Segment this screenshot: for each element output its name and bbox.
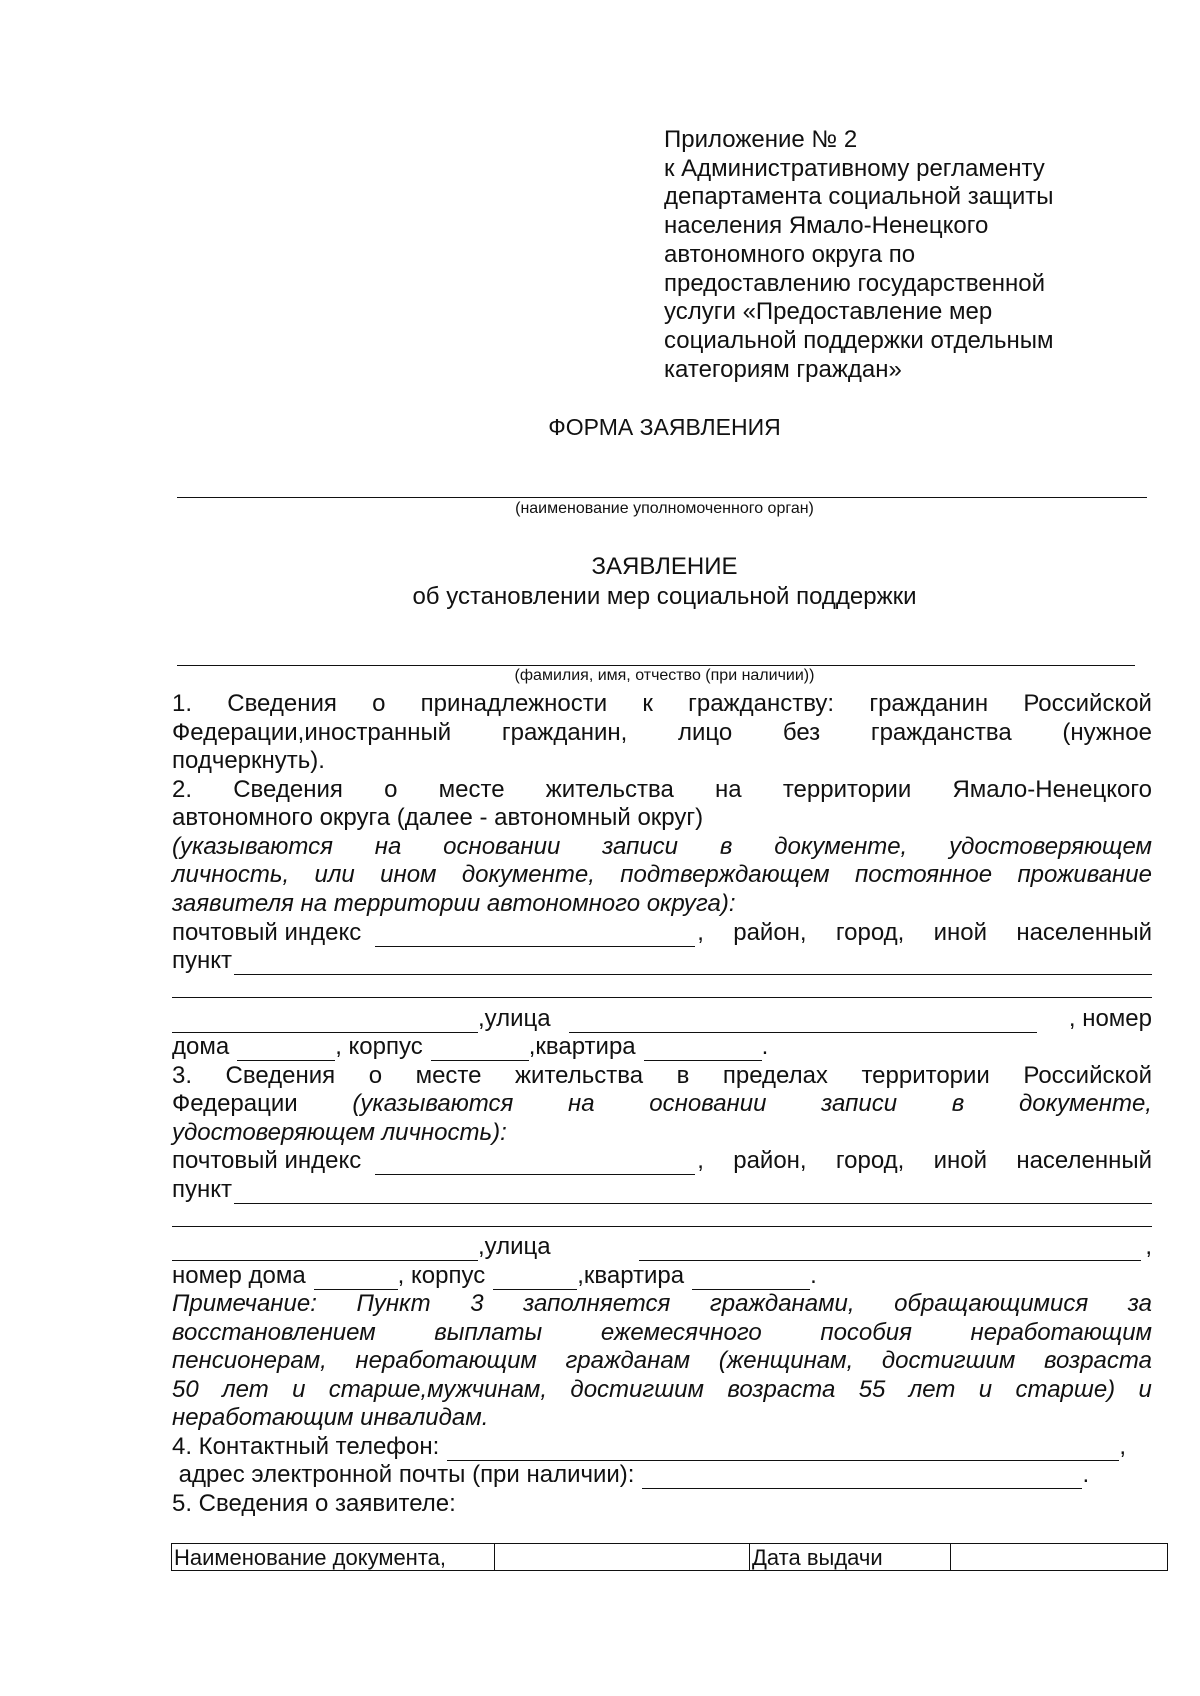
statement-subtitle: об установлении мер социальной поддержки bbox=[412, 583, 917, 610]
korpus-label: , корпус bbox=[397, 1262, 486, 1289]
section2-house-row bbox=[172, 1032, 1152, 1061]
section2-punkt-row bbox=[172, 946, 1152, 975]
postal-index-field[interactable] bbox=[375, 924, 695, 947]
korpus-field[interactable] bbox=[493, 1267, 577, 1290]
house-field[interactable] bbox=[314, 1267, 398, 1290]
table-cell-issue-date-value[interactable] bbox=[951, 1544, 1168, 1571]
table-row bbox=[172, 1544, 1168, 1571]
note-line: 50 лет и старше,мужчинам, достигшим возраста 55 лет и старше) и bbox=[172, 1376, 1152, 1403]
section1-line: 1. Сведения о принадлежности к гражданству: гражданин Российской bbox=[172, 690, 1152, 717]
applicant-documents-table bbox=[171, 1543, 1168, 1571]
section2-italic-line: (указываются на основании записи в документе, удостоверяющем bbox=[172, 833, 1152, 860]
section3-line: удостоверяющем личность): bbox=[172, 1119, 507, 1146]
fio-fill-line[interactable] bbox=[177, 665, 1135, 666]
table-cell-document-name: Наименование документа, bbox=[172, 1544, 495, 1571]
section2-street-row bbox=[172, 1004, 1152, 1033]
house-label: дома bbox=[172, 1033, 230, 1060]
phone-end: , bbox=[1119, 1433, 1126, 1460]
apartment-field[interactable] bbox=[644, 1038, 762, 1061]
section3-line: Федерации (указываются на основании записи в документе, bbox=[172, 1090, 1152, 1117]
house-field[interactable] bbox=[237, 1038, 335, 1061]
appendix-line: Приложение № 2 bbox=[664, 126, 858, 153]
appendix-line: к Административному регламенту bbox=[664, 154, 1045, 182]
punkt-label: пункт bbox=[172, 1176, 233, 1203]
note-line: Примечание: Пункт 3 заполняется гражданами, обращающимися за bbox=[172, 1290, 1152, 1317]
row-end: . bbox=[761, 1033, 769, 1060]
appendix-line: социальной поддержки отдельным bbox=[664, 326, 1054, 354]
appendix-line: категориям граждан» bbox=[664, 355, 902, 383]
apartment-label: ,квартира bbox=[528, 1033, 636, 1060]
table-cell-issue-date: Дата выдачи bbox=[750, 1544, 951, 1571]
punkt-label: пункт bbox=[172, 947, 233, 974]
row-end: . bbox=[810, 1262, 817, 1289]
section3-street-row bbox=[172, 1232, 1152, 1261]
street-label: ,улица bbox=[478, 1005, 551, 1032]
phone-label: 4. Контактный телефон: bbox=[172, 1433, 440, 1460]
apartment-field[interactable] bbox=[692, 1267, 810, 1290]
apartment-label: ,квартира bbox=[577, 1262, 685, 1289]
locality-field[interactable] bbox=[172, 1010, 478, 1033]
row-comma: , bbox=[1145, 1233, 1152, 1260]
postal-rest: , район, город, иной населенный bbox=[697, 919, 1152, 946]
punkt-field[interactable] bbox=[234, 1181, 1152, 1204]
statement-title: ЗАЯВЛЕНИЕ bbox=[591, 553, 738, 580]
punkt-field[interactable] bbox=[234, 952, 1152, 975]
email-row bbox=[172, 1460, 1152, 1489]
authority-fill-line[interactable] bbox=[177, 497, 1147, 498]
section1-line: подчеркнуть). bbox=[172, 747, 325, 774]
street-label: ,улица bbox=[478, 1233, 551, 1260]
authority-caption: (наименование уполномоченного орган) bbox=[515, 500, 814, 517]
section1-line: Федерации,иностранный гражданин, лицо без гражданства (нужное bbox=[172, 719, 1152, 746]
section3-line: 3. Сведения о месте жительства в пределах территории Российской bbox=[172, 1062, 1152, 1089]
table-cell-document-name-value[interactable] bbox=[495, 1544, 750, 1571]
section3-punkt-row bbox=[172, 1175, 1152, 1204]
korpus-field[interactable] bbox=[431, 1038, 529, 1061]
form-title: ФОРМА ЗАЯВЛЕНИЯ bbox=[548, 414, 781, 440]
street-field[interactable] bbox=[569, 1010, 1037, 1033]
appendix-line: департамента социальной защиты bbox=[664, 183, 1054, 211]
postal-label: почтовый индекс bbox=[172, 1147, 362, 1174]
appendix-line: предоставлению государственной bbox=[664, 269, 1046, 297]
section5-label: 5. Сведения о заявителе: bbox=[172, 1490, 456, 1517]
locality-field[interactable] bbox=[172, 1238, 478, 1261]
appendix-header bbox=[664, 126, 1054, 384]
house-number-label: , номер bbox=[1068, 1005, 1152, 1032]
street-field[interactable] bbox=[639, 1238, 1141, 1261]
postal-index-field[interactable] bbox=[375, 1152, 695, 1175]
section3-postal-row bbox=[172, 1146, 1152, 1175]
note-line: пенсионерам, неработающим гражданам (женщинам, достигшим возраста bbox=[172, 1347, 1152, 1374]
email-end: . bbox=[1082, 1461, 1090, 1488]
fio-caption: (фамилия, имя, отчество (при наличии)) bbox=[514, 667, 815, 684]
section2-italic-line: личность, или ином документе, подтверждающем постоянное проживание bbox=[172, 861, 1152, 888]
section2-line: 2. Сведения о месте жительства на территории Ямало-Ненецкого bbox=[172, 776, 1152, 803]
section2-italic-line: заявителя на территории автономного округа): bbox=[172, 890, 736, 917]
address-fill-line[interactable] bbox=[172, 997, 1152, 998]
note-line: неработающим инвалидам. bbox=[172, 1404, 489, 1431]
section3-federation: Федерации bbox=[172, 1090, 298, 1117]
korpus-label: , корпус bbox=[335, 1033, 423, 1060]
address-fill-line[interactable] bbox=[172, 1226, 1152, 1227]
email-label: адрес электронной почты (при наличии): bbox=[172, 1461, 635, 1488]
postal-rest: , район, город, иной населенный bbox=[697, 1147, 1152, 1174]
section3-house-row bbox=[172, 1261, 1152, 1290]
section2-postal-row bbox=[172, 918, 1152, 947]
postal-label: почтовый индекс bbox=[172, 919, 362, 946]
phone-field[interactable] bbox=[447, 1438, 1119, 1461]
section2-line: автономного округа (далее - автономный округ) bbox=[172, 804, 704, 831]
house-label: номер дома bbox=[172, 1262, 306, 1289]
phone-row bbox=[172, 1432, 1152, 1461]
appendix-line: автономного округа по bbox=[664, 240, 916, 268]
note-line: восстановлением выплаты ежемесячного пособия неработающим bbox=[172, 1319, 1152, 1346]
email-field[interactable] bbox=[642, 1466, 1082, 1489]
appendix-line: населения Ямало-Ненецкого bbox=[664, 212, 989, 240]
appendix-line: услуги «Предоставление мер bbox=[664, 298, 993, 326]
